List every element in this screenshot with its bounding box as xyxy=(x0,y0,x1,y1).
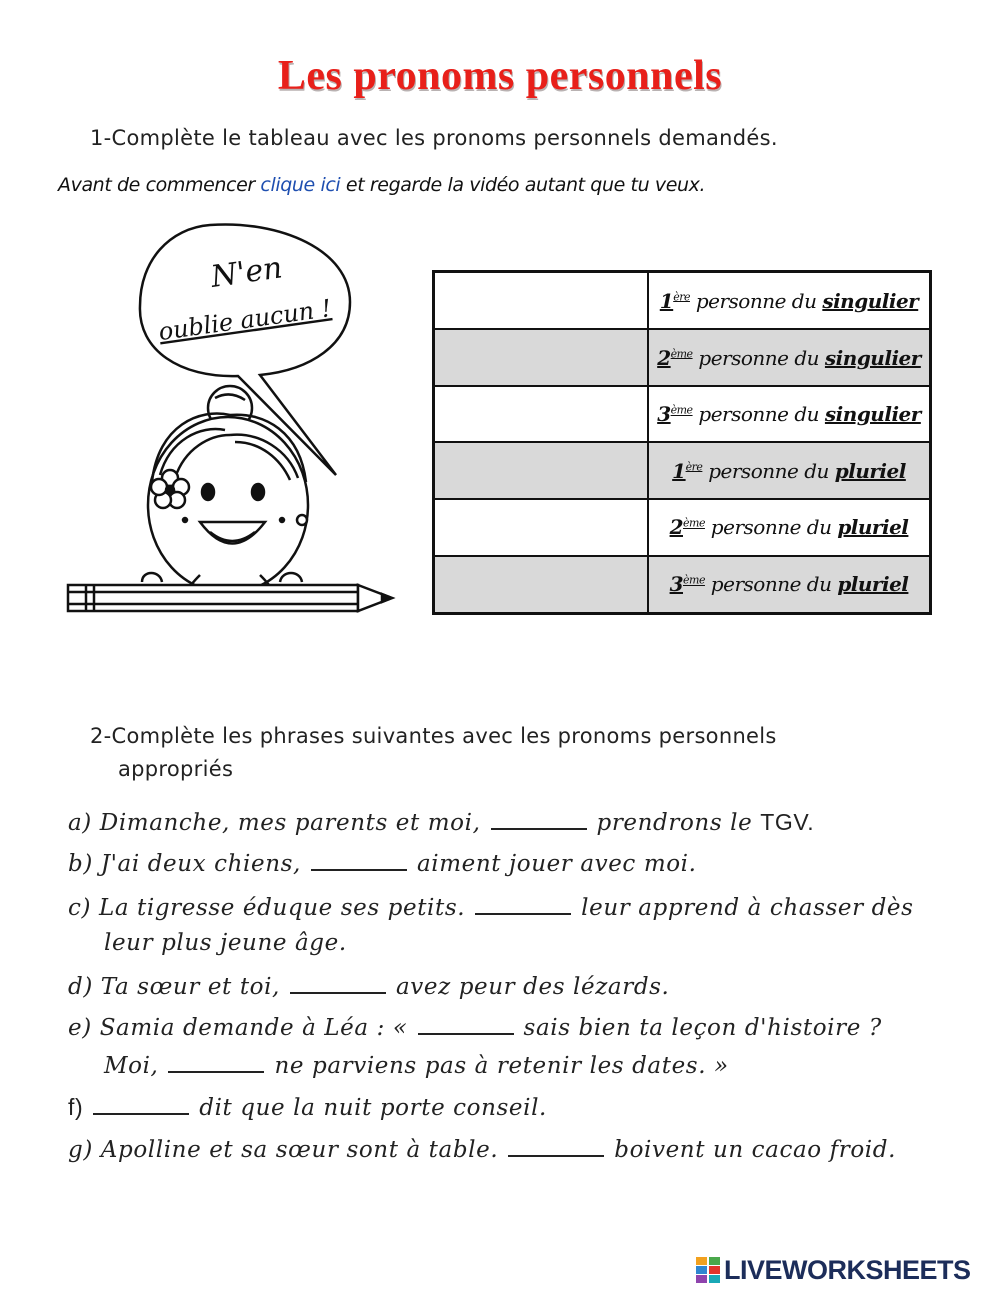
instruction-2 xyxy=(90,720,777,786)
instruction-2-line2: appropriés xyxy=(118,757,234,781)
video-instruction-before: Avant de commencer xyxy=(58,174,261,196)
liveworksheets-brand xyxy=(696,1255,971,1285)
answer-blank[interactable] xyxy=(475,893,571,915)
person-label: 3ème personne du singulier xyxy=(648,386,931,443)
sentence-c: c) La tigresse éduque ses petits. leur apprend à chasser dès xyxy=(68,895,914,921)
answer-blank[interactable] xyxy=(418,1013,514,1035)
answer-blank[interactable] xyxy=(168,1051,264,1073)
person-label: 1ère personne du singulier xyxy=(648,272,931,330)
answer-blank[interactable] xyxy=(491,808,587,830)
brand-name: LIVEWORKSHEETS xyxy=(724,1254,971,1285)
instruction-2-line1: 2-Complète les phrases suivantes avec les pronoms personnels xyxy=(90,724,777,748)
sentence-c-continued: leur plus jeune âge. xyxy=(104,930,347,956)
table-row xyxy=(434,556,931,614)
sentence-e: e) Samia demande à Léa : « sais bien ta leçon d'histoire ? xyxy=(68,1015,882,1041)
answer-cell[interactable] xyxy=(434,329,649,386)
answer-blank[interactable] xyxy=(93,1093,189,1115)
person-label: 2ème personne du singulier xyxy=(648,329,931,386)
sentence-d: d) Ta sœur et toi, avez peur des lézards. xyxy=(68,974,670,1000)
answer-blank[interactable] xyxy=(508,1135,604,1157)
video-link[interactable]: clique ici xyxy=(260,174,341,196)
table-row xyxy=(434,272,931,330)
table-row xyxy=(434,499,931,556)
sentence-a: a) Dimanche, mes parents et moi, prendrons le TGV. xyxy=(68,809,815,836)
video-instruction xyxy=(58,174,705,196)
table-row xyxy=(434,386,931,443)
video-instruction-after: et regarde la vidéo autant que tu veux. xyxy=(340,174,706,196)
answer-cell[interactable] xyxy=(434,386,649,443)
person-label: 1ère personne du pluriel xyxy=(648,442,931,499)
pronoun-table xyxy=(432,270,932,615)
sentence-e-continued: Moi, ne parviens pas à retenir les dates. » xyxy=(104,1053,729,1079)
bubble-text-line2: oublie aucun ! xyxy=(156,294,333,347)
liveworksheets-logo-icon xyxy=(696,1257,720,1283)
pencil-icon xyxy=(68,585,392,611)
answer-cell[interactable] xyxy=(434,272,649,330)
person-label: 3ème personne du pluriel xyxy=(648,556,931,614)
sentence-g: g) Apolline et sa sœur sont à table. boivent un cacao froid. xyxy=(68,1137,896,1163)
sentence-b: b) J'ai deux chiens, aiment jouer avec moi. xyxy=(68,851,697,877)
instruction-1: 1-Complète le tableau avec les pronoms personnels demandés. xyxy=(90,126,778,150)
page-title: Les pronoms personnels xyxy=(277,53,723,99)
bubble-text-line1: N'en xyxy=(208,250,285,295)
table-row xyxy=(434,329,931,386)
person-label: 2ème personne du pluriel xyxy=(648,499,931,556)
answer-cell[interactable] xyxy=(434,442,649,499)
table-row xyxy=(434,442,931,499)
answer-blank[interactable] xyxy=(311,849,407,871)
answer-cell[interactable] xyxy=(434,556,649,614)
answer-cell[interactable] xyxy=(434,499,649,556)
girl-illustration xyxy=(60,220,410,620)
answer-blank[interactable] xyxy=(290,972,386,994)
sentence-f: f) dit que la nuit porte conseil. xyxy=(68,1094,547,1121)
